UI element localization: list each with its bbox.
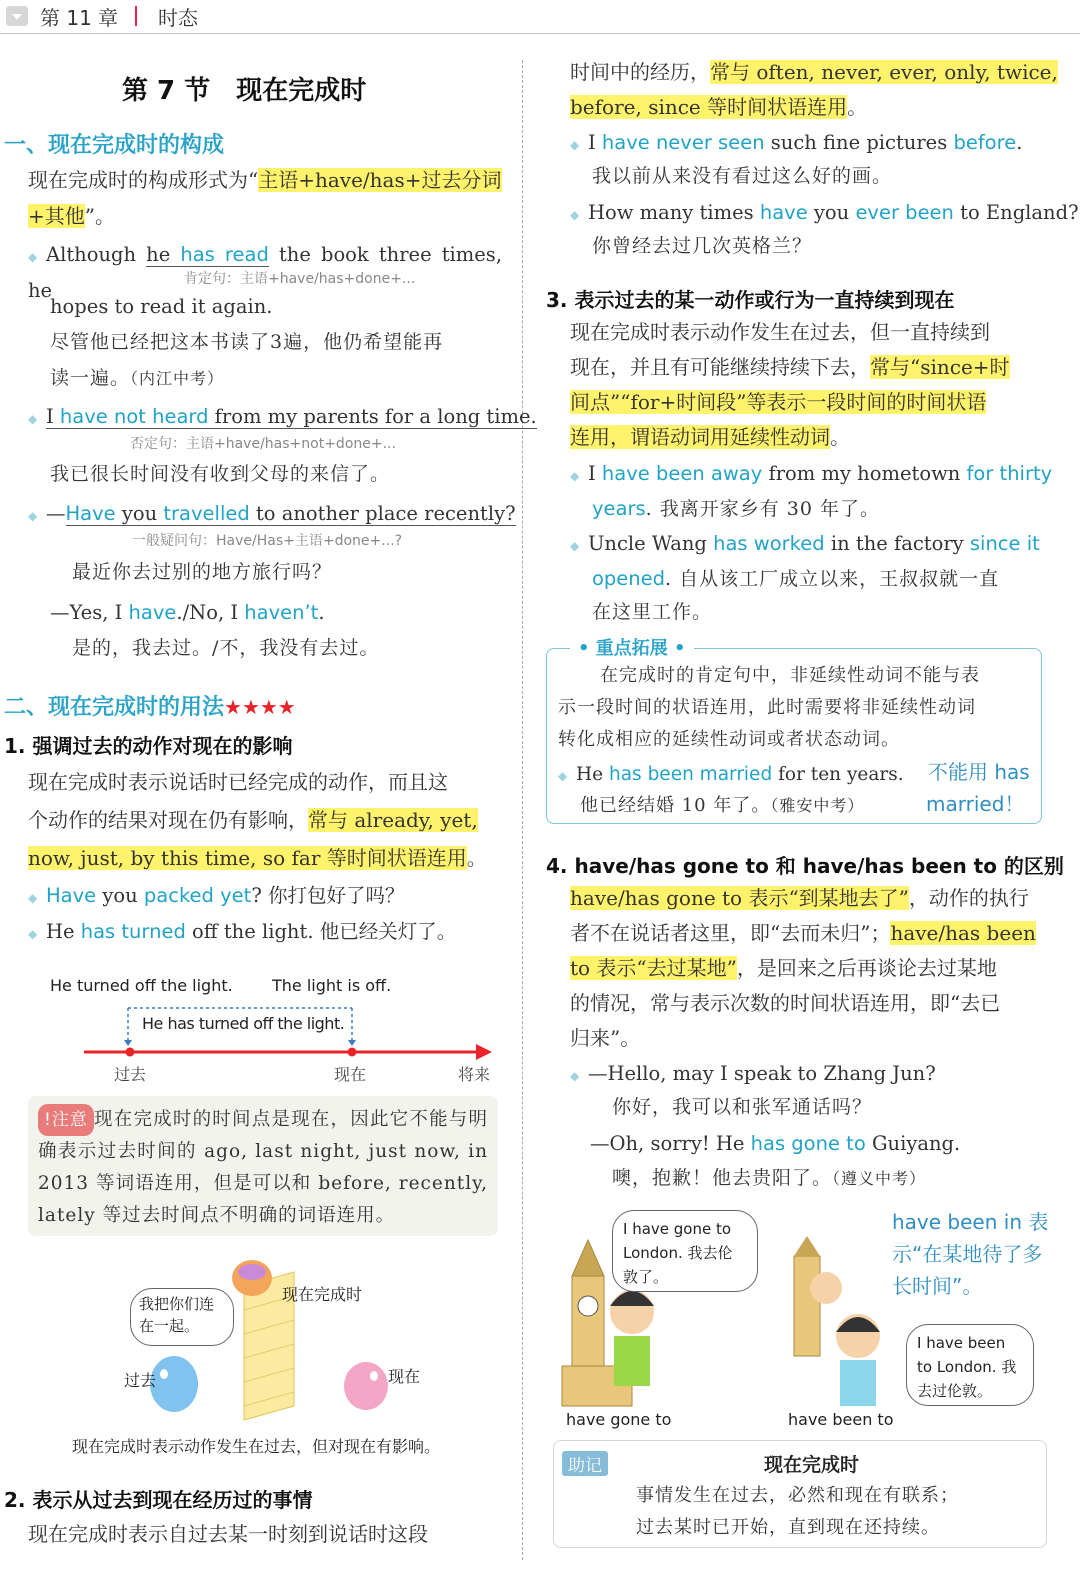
- usage-3-example-1-cont: years. 我离开家乡有 30 年了。: [592, 497, 881, 520]
- usage-1-example-2: ◆ He has turned off the light. 他已经关灯了。: [28, 920, 457, 943]
- attention-box: [28, 1096, 498, 1236]
- usage-1-paragraph-2: 个动作的结果对现在仍有影响，常与 already, yet,: [28, 808, 478, 832]
- usage-3-example-2: ◆ Uncle Wang has worked in the factory since it: [570, 532, 1040, 555]
- cartoon-caption: 现在完成时表示动作发生在过去，但对现在有影响。: [72, 1437, 441, 1456]
- cartoon-past-label: 过去: [124, 1371, 157, 1390]
- example-affirmative-cont: hopes to read it again.: [50, 295, 273, 318]
- usage-4-paragraph-2: 者不在说话者这里，即“去而未归”；have/has been: [570, 921, 1036, 945]
- usage-1-paragraph: 现在完成时表示说话时已经完成的动作，而且这: [28, 770, 448, 794]
- usage-4-title: 4. have/has gone to 和 have/has been to 的区别: [546, 854, 1064, 878]
- cartoon-label-been: have been to: [788, 1410, 894, 1429]
- usage-1-title: 1. 强调过去的动作对现在的影响: [4, 734, 293, 758]
- example-translation: 尽管他已经把这本书读了3遍，他仍希望能再: [50, 331, 444, 353]
- cartoon-now-label: 现在: [388, 1367, 421, 1386]
- usage-1-paragraph-3: now, just, by this time, so far 等时间状语连用。: [28, 846, 487, 870]
- usage-2-example-1: ◆ I have never seen such fine pictures before.: [570, 131, 1023, 154]
- example-answer: —Yes, I have./No, I haven’t.: [50, 601, 325, 624]
- chapter-topic: 时态: [158, 6, 198, 30]
- usage-3-paragraph: 现在完成时表示动作发生在过去，但一直持续到: [570, 320, 990, 344]
- memory-aid-title: 现在完成时: [764, 1454, 860, 1476]
- cartoon-label-gone: have gone to: [566, 1410, 672, 1429]
- handwritten-been-in-note: have been in 表示“在某地待了多长时间”。: [892, 1210, 1049, 1298]
- key-extension-example: ◆ He has been married for ten years.: [558, 764, 904, 785]
- key-extension-text-3: 转化成相应的延续性动词或者状态动词。: [558, 729, 900, 750]
- usage-3-example-1: ◆ I have been away from my hometown for thirty: [570, 462, 1053, 485]
- usage-1-example-1: ◆ Have you packed yet? 你打包好了吗？: [28, 884, 405, 907]
- attention-text: 现在完成时的时间点是现在，因此它不能与明确表示过去时间的 ago, last night, just now, in 2013 等词语连用，但是可以和 before, recently, lately 等过去时间点不明确的词语连用。: [38, 1109, 488, 1226]
- example-affirmative: ◆ Although he has read the book three times, he: [28, 243, 503, 302]
- usage-2-paragraph-cont-2: before, since 等时间状语连用。: [570, 95, 868, 119]
- usage-4-example-1: ◆ —Hello, may I speak to Zhang Jun?: [570, 1062, 936, 1085]
- usage-3-example-2-cont: opened. 自从该工厂成立以来，王叔叔就一直: [592, 567, 1000, 590]
- timeline-past-label: 过去: [114, 1065, 147, 1084]
- key-extension-text-2: 示一段时间的状语连用，此时需要将非延续性动词: [558, 697, 976, 718]
- attention-tag: !注意: [38, 1104, 94, 1136]
- key-extension-title: • 重点拓展 •: [570, 634, 694, 660]
- timeline-future-label: 将来: [458, 1065, 491, 1084]
- example-answer-translation: 是的，我去过。/不，我没有去过。: [72, 637, 380, 659]
- usage-3-paragraph-4: 连用，谓语动词用延续性动词。: [570, 425, 850, 449]
- note-affirmative: 肯定句：主语+have/has+done+...: [184, 271, 416, 287]
- usage-3-paragraph-3: 间点”“for+时间段”等表示一段时间的时间状语: [570, 390, 987, 414]
- note-question: 一般疑问句：Have/Has+主语+done+...?: [132, 533, 403, 549]
- structure-formula: 主语+have/has+过去分词+其他: [28, 168, 502, 228]
- key-extension-text-1: 在完成时的肯定句中，非延续性动词不能与表: [600, 665, 980, 686]
- usage-4-example-2: —Oh, sorry! He has gone to Guiyang.: [590, 1132, 961, 1155]
- usage-3-paragraph-2: 现在，并且有可能继续持续下去，常与“since+时: [570, 355, 1010, 379]
- heading-usage: 二、现在完成时的用法★★★★: [4, 695, 296, 720]
- structure-paragraph: 现在完成时的构成形式为“主语+have/has+过去分词+其他”。: [28, 168, 502, 228]
- cartoon-speech-bubble: 我把你们连在一起。: [130, 1288, 234, 1346]
- timeline-now-label: 现在: [334, 1065, 367, 1084]
- section-title: 第 7 节 现在完成时: [122, 76, 367, 106]
- cartoon-bubble-gone: I have gone to London. 我去伦敦了。: [612, 1210, 758, 1292]
- usage-4-paragraph-1: have/has gone to 表示“到某地去了”，动作的执行: [570, 886, 1029, 910]
- usage-4-paragraph-4: 的情况，常与表示次数的时间状语连用，即“去已: [570, 991, 1001, 1015]
- chapter-label: 第 11 章: [40, 6, 119, 30]
- memory-aid-line-2: 过去某时已开始，直到现在还持续。: [636, 1517, 940, 1538]
- note-negative: 否定句：主语+have/has+not+done+...: [130, 436, 396, 452]
- usage-2-example-1-translation: 我以前从来没有看过这么好的画。: [592, 165, 893, 187]
- memory-aid-tag: 助记: [562, 1451, 608, 1476]
- usage-4-paragraph-5: 归来”。: [570, 1026, 641, 1050]
- cartoon-bubble-been: I have been to London. 我去过伦敦。: [906, 1324, 1034, 1406]
- column-divider: [522, 60, 523, 1560]
- header-divider: [135, 6, 137, 26]
- usage-4-example-2-translation: 噢，抱歉！他去贵阳了。（遵义中考）: [612, 1167, 927, 1189]
- timeline-left-caption: He turned off the light.: [50, 976, 233, 995]
- usage-3-example-2-cont-2: 在这里工作。: [592, 601, 713, 623]
- handwritten-note-2: married！: [926, 792, 1025, 816]
- heading-structure: 一、现在完成时的构成: [4, 133, 225, 158]
- timeline-middle-caption: He has turned off the light.: [142, 1014, 345, 1033]
- usage-2-title: 2. 表示从过去到现在经历过的事情: [4, 1488, 313, 1512]
- example-negative-translation: 我已很长时间没有收到父母的来信了。: [50, 463, 391, 485]
- usage-4-example-1-translation: 你好，我可以和张军通话吗？: [612, 1096, 873, 1118]
- chevron-down-icon[interactable]: [6, 6, 28, 26]
- cartoon-wall-label: 现在完成时: [282, 1285, 363, 1304]
- handwritten-note-1: 不能用 has: [928, 760, 1030, 784]
- example-negative: ◆ I have not heard from my parents for a long time.: [28, 405, 537, 428]
- usage-2-example-2: ◆ How many times have you ever been to England?: [570, 201, 1079, 224]
- example-question: ◆ —Have you travelled to another place recently?: [28, 502, 516, 525]
- bullet-icon: ◆: [28, 250, 38, 264]
- usage-3-title: 3. 表示过去的某一动作或行为一直持续到现在: [546, 288, 955, 312]
- timeline-diagram: [80, 1000, 500, 1070]
- usage-2-example-2-translation: 你曾经去过几次英格兰？: [592, 235, 813, 257]
- example-question-translation: 最近你去过别的地方旅行吗？: [72, 561, 333, 583]
- usage-4-paragraph-3: to 表示“去过某地”，是回来之后再谈论去过某地: [570, 956, 997, 980]
- star-icon: ★★★★: [224, 695, 296, 719]
- usage-2-paragraph-cont: 时间中的经历，常与 often, never, ever, only, twice,: [570, 60, 1058, 84]
- example-translation-cont: 读一遍。（内江中考）: [50, 367, 225, 389]
- memory-aid-line-1: 事情发生在过去，必然和现在有联系；: [636, 1485, 959, 1506]
- usage-2-paragraph: 现在完成时表示自过去某一时刻到说话时这段: [28, 1522, 428, 1546]
- timeline-right-caption: The light is off.: [272, 976, 392, 995]
- key-extension-example-translation: 他已经结婚 10 年了。（雅安中考）: [580, 795, 865, 816]
